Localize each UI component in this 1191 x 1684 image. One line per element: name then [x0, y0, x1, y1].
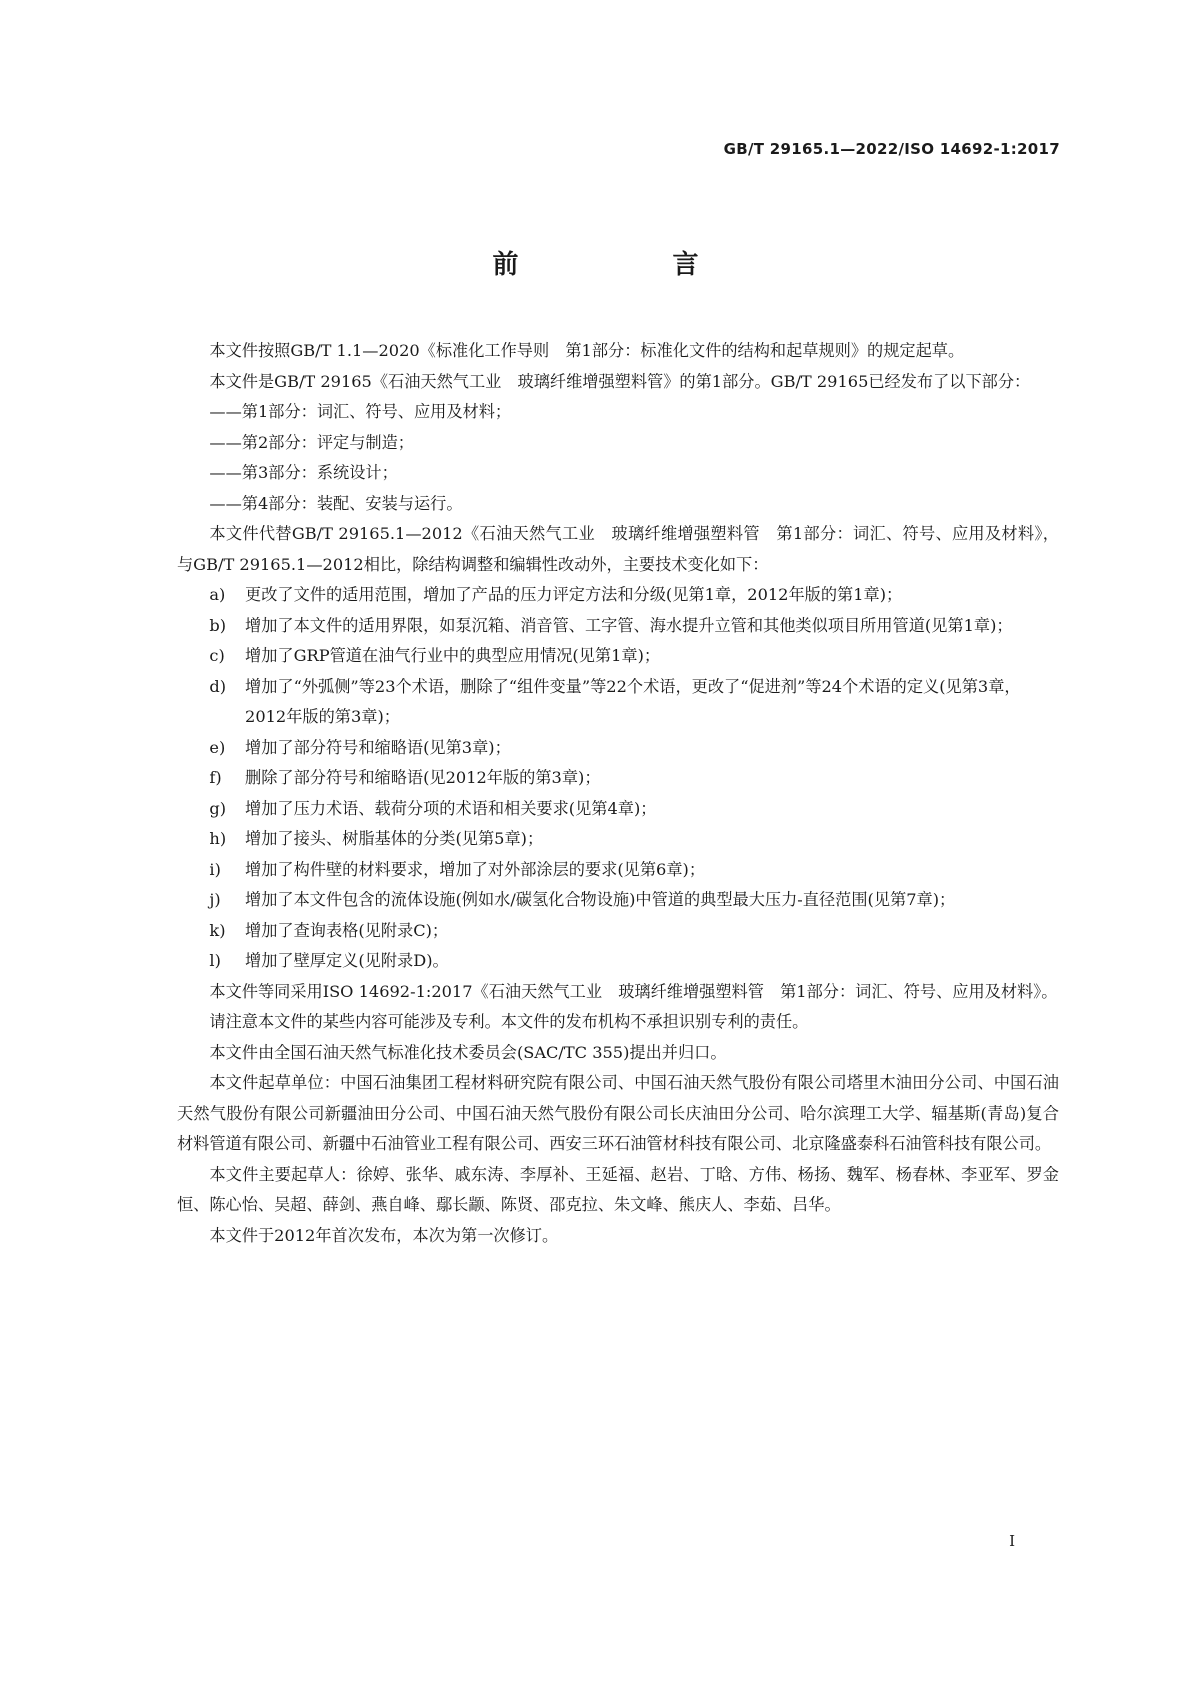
change-label: c): [209, 646, 225, 665]
change-text: 增加了接头、树脂基体的分类(见第5章)；: [245, 829, 544, 848]
change-text: 增加了本文件包含的流体设施(例如水/碳氢化合物设施)中管道的典型最大压力-直径范围(见第7章)；: [245, 890, 956, 909]
change-text: 增加了部分符号和缩略语(见第3章)；: [245, 737, 511, 757]
change-item: [177, 672, 1059, 733]
change-text: 增加了构件壁的材料要求，增加了对外部涂层的要求(见第6章)；: [245, 859, 706, 879]
change-item: [177, 946, 1059, 977]
paragraph-drafters: 本文件主要起草人：徐婷、张华、戚东涛、李厚补、王延福、赵岩、丁晗、方伟、杨扬、魏军、杨春林、李亚军、罗金恒、陈心怡、吴超、薛剑、燕自峰、鄢长颛、陈贤、邵克拉、朱文峰、熊庆人、李茹、吕华。: [177, 1164, 1059, 1214]
change-label: b): [209, 615, 227, 635]
change-item: [177, 824, 1059, 855]
change-item: [177, 763, 1059, 794]
change-label: j): [209, 890, 221, 909]
document-body: [177, 336, 1059, 1251]
change-item: [177, 885, 1059, 916]
page-title: 前 言: [492, 250, 763, 280]
paragraph-part-intro: 本文件是GB/T 29165《石油天然气工业 玻璃纤维增强塑料管》的第1部分。GB/T 29165已经发布了以下部分：: [209, 371, 1031, 391]
change-label: k): [209, 920, 226, 940]
change-text: 删除了部分符号和缩略语(见2012年版的第3章)；: [245, 768, 601, 787]
change-text: 更改了文件的适用范围，增加了产品的压力评定方法和分级(见第1章，2012年版的第1章)；: [245, 585, 903, 604]
change-label: g): [209, 798, 227, 818]
change-text: 增加了“外弧侧”等23个术语，删除了“组件变量”等22个术语，更改了“促进剂”等24个术语的定义(见第3章，2012年版的第3章)；: [245, 676, 1021, 726]
change-label: h): [209, 829, 227, 848]
part-list-item: ——第4部分：装配、安装与运行。: [209, 493, 463, 513]
change-text: 增加了GRP管道在油气行业中的典型应用情况(见第1章)；: [245, 646, 661, 665]
change-item: [177, 733, 1059, 764]
paragraph-history: 本文件于2012年首次发布，本次为第一次修订。: [209, 1225, 559, 1245]
change-item: [177, 611, 1059, 642]
change-text: 增加了壁厚定义(见附录D)。: [245, 951, 449, 970]
change-text: 增加了压力术语、载荷分项的术语和相关要求(见第4章)；: [245, 798, 657, 818]
paragraph-replaces: 本文件代替GB/T 29165.1—2012《石油天然气工业 玻璃纤维增强塑料管 第1部分：词汇、符号、应用及材料》，与GB/T 29165.1—2012相比，除结构调整和编辑性改动外，主要技术变化如下：: [177, 524, 1059, 574]
paragraph-equivalence: 本文件等同采用ISO 14692-1:2017《石油天然气工业 玻璃纤维增强塑料管 第1部分：词汇、符号、应用及材料》。: [209, 981, 1058, 1001]
part-list-item: ——第2部分：评定与制造；: [209, 432, 414, 452]
paragraph-drafting-units: 本文件起草单位：中国石油集团工程材料研究院有限公司、中国石油天然气股份有限公司塔里木油田分公司、中国石油天然气股份有限公司新疆油田分公司、中国石油天然气股份有限公司长庆油田分公司、哈尔滨理工大学、辐基斯(青岛)复合材料管道有限公司、新疆中石油管业工程有限公司、西安三环石油管材科技有限公司、北京隆盛泰科石油管科技有限公司。: [177, 1073, 1059, 1153]
change-item: [177, 580, 1059, 611]
part-list-item: ——第3部分：系统设计；: [209, 463, 398, 482]
change-label: f): [209, 768, 222, 787]
change-label: d): [209, 676, 227, 696]
page-number: I: [1009, 1532, 1015, 1550]
paragraph-patent-notice: 请注意本文件的某些内容可能涉及专利。本文件的发布机构不承担识别专利的责任。: [209, 1012, 809, 1031]
change-label: l): [209, 951, 221, 970]
change-text: 增加了查询表格(见附录C)；: [245, 920, 449, 940]
change-label: i): [209, 859, 221, 879]
change-item: [177, 794, 1059, 825]
change-label: e): [209, 737, 226, 757]
change-item: [177, 855, 1059, 886]
standard-code: GB/T 29165.1—2022/ISO 14692-1:2017: [723, 140, 1060, 158]
change-item: [177, 916, 1059, 947]
paragraph-proposer: 本文件由全国石油天然气标准化技术委员会(SAC/TC 355)提出并归口。: [209, 1042, 727, 1062]
part-list-item: ——第1部分：词汇、符号、应用及材料；: [209, 402, 512, 421]
change-item: [177, 641, 1059, 672]
paragraph-drafting-rules: 本文件按照GB/T 1.1—2020《标准化工作导则 第1部分：标准化文件的结构和起草规则》的规定起草。: [209, 341, 965, 360]
change-text: 增加了本文件的适用界限，如泵沉箱、消音管、工字管、海水提升立管和其他类似项目所用管道(见第1章)；: [245, 615, 1013, 635]
change-label: a): [209, 585, 226, 604]
